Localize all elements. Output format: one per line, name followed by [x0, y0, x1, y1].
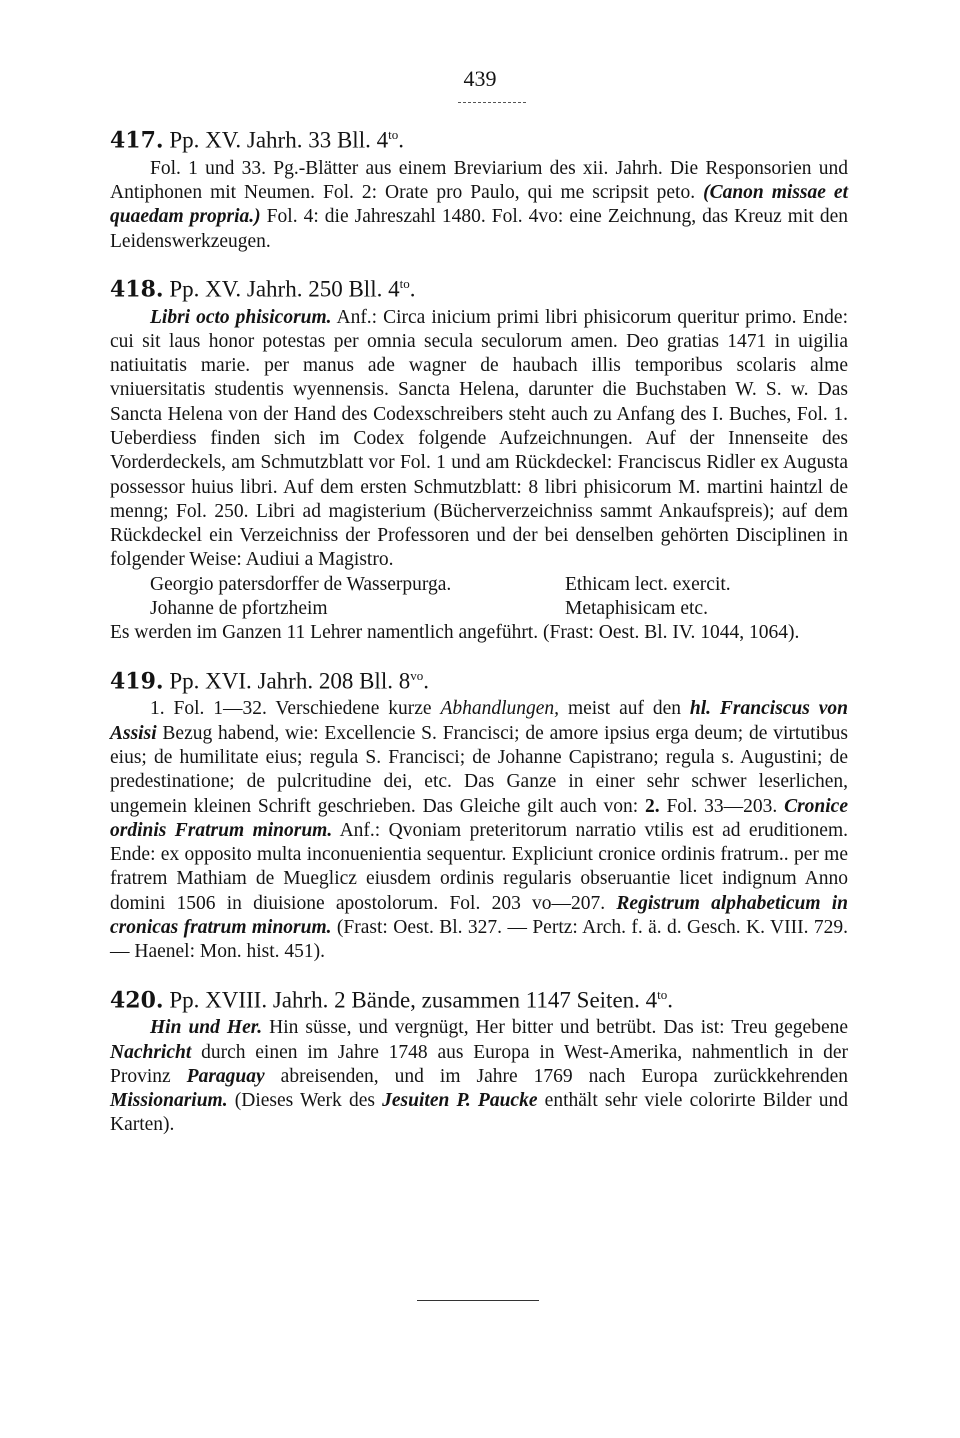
heading-period: .: [423, 668, 429, 694]
text-run: Fol. 4: die Jahreszahl 1480. Fol. 4vo: eine Zeichnung, das Kreuz mit den Leidenswerkzeugen.: [110, 206, 848, 252]
title-run: Registrum alphabeticum in cronicas fratrum minorum.: [110, 892, 849, 938]
entry-note: Es werden im Ganzen 11 Lehrer namentlich angeführt. (Frast: Oest. Bl. IV. 1044, 1064).: [110, 622, 800, 644]
text-run: (Frast: Oest. Bl. 327. — Pertz: Arch. f. ä. d. Gesch. K. VIII. 729. — Haenel: Mon. hist. 451).: [110, 916, 848, 963]
entry-description: [110, 157, 848, 254]
text-run: Anf.: Circa inicium primi libri phisicorum queritur primo. Ende: cui sit laus honor potestas per omnia secula seculorum amen. Deo gratias 1471 in uigilia natiuitatis marie. per manus ade wagner de haubach illis temporibus scolaris alme vniuersitatis studentis wyennensis. Sancta Helena, darunter die Buchstaben W. S. w. Das Sancta Helena von der Hand des Codexschreibers steht auch zu Anfang des I. Buches, Fol. 1. Ueberdiess finden sich im Codex folgende Aufzeichnungen. Auf der Innenseite des Vorderdeckels, am Schmutzblatt vor Fol. 1 und am Rückdeckel: Franciscus Ridler ex Augusta possessor huius libri. Auf dem ersten Schmutzblatt: 8 libri phisicorum M. martini haintzl de menng; Fol. 250. Libri ad magisterium (Bücherverzeichniss sammt Ankaufspreis); auf dem Rückdeckel ein Verzeichniss der Professoren und der bei denselben gehörten Disciplinen in folgender Weise: Audiui a Magistro.: [110, 306, 849, 571]
title-run: Abhandlungen,: [440, 698, 560, 720]
entry-number: 419.: [110, 668, 164, 695]
teacher-name: Georgio patersdorffer de Wasserpurga.: [150, 573, 452, 595]
entry-number: 417.: [110, 127, 164, 154]
format-superscript: to: [388, 127, 399, 142]
text-run: Fol. 1 und 33. Pg.-Blätter aus einem Breviarium des xii. Jahrh. Die Responsorien und Antiphonen mit Neumen. Fol. 2: Orate pro Paulo, qui me scripsit peto.: [110, 157, 848, 203]
entry-description: [110, 306, 848, 573]
teacher-name: Johanne de pfortzheim: [150, 598, 328, 620]
heading-period: .: [409, 276, 416, 302]
end-rule: [417, 1300, 539, 1301]
title-run: Hin und Her.: [150, 1017, 263, 1039]
entry-heading-text: Pp. XVI. Jahrh. 208 Bll. 8: [163, 668, 411, 694]
entry-417: [110, 120, 848, 254]
entry-418: [110, 269, 848, 646]
entry-heading: [110, 269, 848, 305]
heading-period: .: [398, 127, 404, 153]
text-run: meist auf den: [559, 698, 690, 720]
format-superscript: vo: [410, 667, 424, 683]
title-run: Cronice ordinis Fratrum minorum.: [110, 795, 848, 841]
entry-419: [110, 661, 848, 965]
text-run: durch einen im Jahre 1748 aus Europa in West-Amerika, nahmentlich in der Provinz: [110, 1041, 848, 1087]
entry-heading-text: Pp. XV. Jahrh. 33 Bll. 4: [163, 127, 389, 153]
page-number-rule: [458, 102, 526, 103]
entry-heading-text: Pp. XVIII. Jahrh. 2 Bände, zusammen 1147 Seiten. 4: [163, 987, 658, 1013]
text-run: enthält sehr viele colorirte Bilder und Karten).: [110, 1090, 848, 1136]
entry-420: [110, 980, 848, 1138]
text-run: Anf.: Qvoniam preteritorum narratio vtilis est ad eruditionem. Ende: ex opposito multa inconuenientia sequentur. Expliciunt cronice ordinis fratrum.. per me fratrem Mathiam de Mueglicz eiusdem ordinis regularis obseruantie licet indignum Anno domini 1506 in diuisione apostolorum. Fol. 203 vo—207.: [110, 819, 848, 914]
item-number: 2.: [645, 795, 660, 817]
format-superscript: to: [657, 986, 668, 1002]
title-run: hl. Franciscus von Assisi: [110, 698, 848, 744]
entry-heading: [110, 661, 848, 697]
title-run: Missionarium.: [110, 1090, 228, 1112]
entry-heading-text: Pp. XV. Jahrh. 250 Bll. 4: [163, 276, 400, 302]
entry-description: [110, 1016, 848, 1137]
text-run: Bezug habend, wie: Excellencie S. Francisci; de amore ipsius erga deum; de virtutibus eius; de humilitate eius; regula S. Francisci; de Johanne Capistrano; regula s. Augustini; de predestinatione; de pulcritudine dei, etc. Das Ganze in einer sehr schwer leserlichen, ungemein kleinen Schrift geschrieben. Das Gleiche gilt auch von:: [110, 722, 848, 817]
text-run: 1. Fol. 1—32. Verschiedene kurze: [150, 698, 441, 720]
format-superscript: to: [399, 275, 410, 291]
title-run: Nachricht: [110, 1041, 192, 1063]
page-number: 439: [463, 66, 497, 91]
text-run: Hin süsse, und vergnügt, Her bitter und betrübt. Das ist: Treu gegebene: [262, 1017, 848, 1039]
entry-number: 418.: [110, 276, 164, 303]
text-run: Fol. 33—203.: [659, 795, 785, 817]
teacher-subject: Metaphisicam etc.: [565, 598, 708, 620]
title-run: Paraguay: [186, 1065, 265, 1087]
entry-number: 420.: [110, 987, 164, 1014]
entry-heading: [110, 120, 848, 156]
title-run: Libri octo phisicorum.: [150, 306, 332, 328]
heading-period: .: [667, 987, 674, 1013]
title-run: Jesuiten P. Paucke: [382, 1090, 538, 1112]
teacher-subject: Ethicam lect. exercit.: [565, 573, 731, 595]
entry-heading: [110, 980, 848, 1016]
title-run: (Canon missae et quaedam propria.): [110, 181, 848, 228]
text-run: (Dieses Werk des: [227, 1090, 383, 1112]
teacher-row: [110, 597, 848, 621]
catalog-content: [110, 120, 848, 1153]
teacher-row: [110, 573, 848, 597]
text-run: abreisenden, und im Jahre 1769 nach Europa zurückkehrenden: [264, 1065, 848, 1087]
entry-description: [110, 697, 848, 964]
